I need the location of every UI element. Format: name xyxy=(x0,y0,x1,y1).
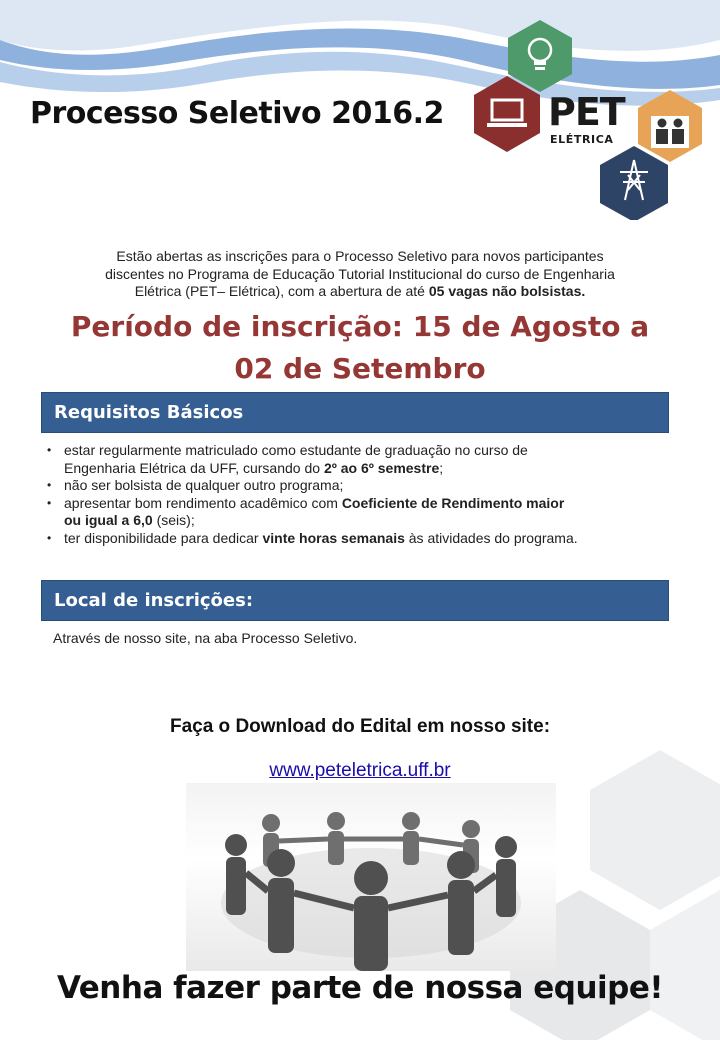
registration-period: Período de inscrição: 15 de Agosto a 02 de Setembro xyxy=(70,310,650,385)
website-link[interactable]: www.peteletrica.uff.br xyxy=(269,760,451,781)
lightbulb-icon xyxy=(508,20,572,92)
computer-icon xyxy=(474,76,540,152)
list-item: • não ser bolsista de qualquer outro programa; xyxy=(44,477,664,495)
logo-subtext: ELÉTRICA xyxy=(550,133,614,146)
location-heading: Local de inscrições: xyxy=(41,580,669,621)
vacancies-highlight: 05 vagas não bolsistas. xyxy=(428,283,586,299)
location-text: Através de nosso site, na aba Processo Seletivo. xyxy=(53,630,358,646)
list-item: • apresentar bom rendimento acadêmico com Coeficiente de Rendimento maior ou igual a 6,0 (seis); xyxy=(44,495,664,530)
download-title: Faça o Download do Edital em nosso site: xyxy=(169,716,551,737)
intro-line: discentes no Programa de Educação Tutorial Institucional do curso de Engenharia xyxy=(105,265,615,282)
list-item: • ter disponibilidade para dedicar vinte horas semanais às atividades do programa. xyxy=(44,530,664,548)
intro-line: Elétrica (PET– Elétrica), com a abertura de até 05 vagas não bolsistas. xyxy=(134,283,586,299)
closing-slogan: Venha fazer parte de nossa equipe! xyxy=(56,970,663,1006)
power-tower-icon xyxy=(600,146,668,220)
team-circle-illustration xyxy=(186,783,556,971)
requirements-heading: Requisitos Básicos xyxy=(41,392,669,433)
intro-paragraph xyxy=(52,248,668,301)
list-item: • estar regularmente matriculado como estudante de graduação no curso de Engenharia Elétrica da UFF, cursando do 2º ao 6º semestre; xyxy=(44,442,664,477)
people-icon xyxy=(638,90,702,162)
intro-line: Estão abertas as inscrições para o Processo Seletivo para novos participantes xyxy=(116,248,604,264)
requirements-list xyxy=(44,442,664,547)
logo-text: PET xyxy=(548,90,625,134)
page-title: Processo Seletivo 2016.2 xyxy=(30,96,444,131)
